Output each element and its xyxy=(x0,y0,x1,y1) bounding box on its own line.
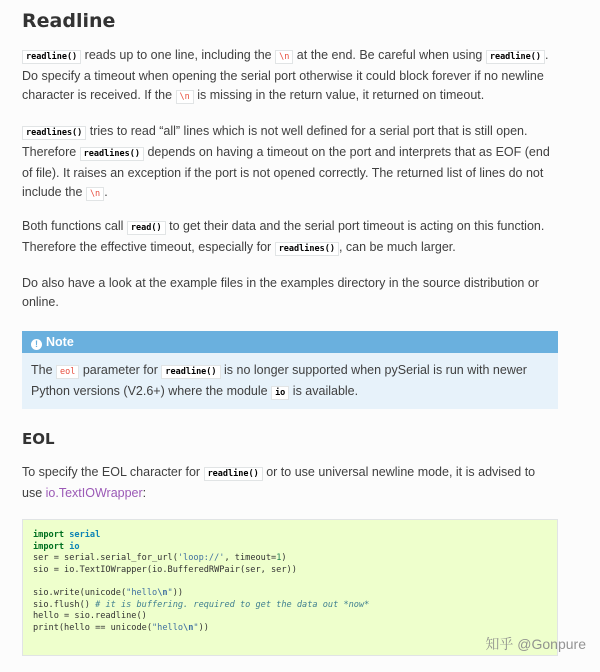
readline-paragraph-1: readline() reads up to one line, including the \n at the end. Be careful when using readline() . Do specify a timeout when opening the serial port otherwise it could block forever if no newline character is received. If the \n is missing in the return value, it returned on timeout. xyxy=(22,48,549,102)
code-literal: read() xyxy=(127,221,166,235)
code-literal: readlines() xyxy=(22,126,86,140)
code-literal: \n xyxy=(275,50,293,64)
code-example: import serial import io ser = serial.serial_for_url('loop://', timeout=1) sio = io.TextIOWrapper(io.BufferedRWPair(ser, ser)) sio.write(unicode("hello\n")) sio.flush() # it is buffering. required to get the data out *now* hello = sio.readline() print(hello == unicode("hello\n")) xyxy=(22,519,558,656)
note-admonition xyxy=(22,331,558,409)
note-text: The eol parameter for readline() is no longer supported when pySerial is run with newer Python versions (V2.6+) where the module io is available. xyxy=(31,363,527,398)
watermark: 知乎 @Gonpure xyxy=(485,636,586,652)
readline-paragraph-4: Do also have a look at the example files in the examples directory in the source distribution or online. xyxy=(22,276,539,309)
readline-heading: Readline xyxy=(22,10,116,32)
code-literal: readlines() xyxy=(275,242,339,256)
code-literal: readlines() xyxy=(80,147,144,161)
code-literal: readline() xyxy=(204,467,263,481)
textiowrapper-link[interactable]: io.TextIOWrapper xyxy=(45,486,143,500)
code-literal: readline() xyxy=(161,365,220,379)
code-literal: io xyxy=(271,386,289,400)
code-literal: eol xyxy=(56,365,79,379)
code-literal: \n xyxy=(86,187,104,201)
code-literal: readline() xyxy=(486,50,545,64)
info-icon: ! xyxy=(31,339,42,350)
eol-heading: EOL xyxy=(22,430,55,448)
code-literal: \n xyxy=(176,90,194,104)
code-literal: readline() xyxy=(22,50,81,64)
readline-paragraph-2: readlines() tries to read “all” lines which is not well defined for a serial port that is still open. Therefore readlines() depends on having a timeout on the port and interprets that as EOF (end of file). It raises an exception if the port is not opened correctly. The returned list of lines do not include the \n . xyxy=(22,124,550,199)
note-title: ! Note xyxy=(22,331,558,353)
readline-paragraph-3: Both functions call read() to get their data and the serial port timeout is acting on this function. Therefore the effective timeout, especially for readlines() , can be much larger. xyxy=(22,219,545,254)
eol-paragraph: To specify the EOL character for readline() or to use universal newline mode, it is advised to use io.TextIOWrapper: xyxy=(22,465,536,500)
